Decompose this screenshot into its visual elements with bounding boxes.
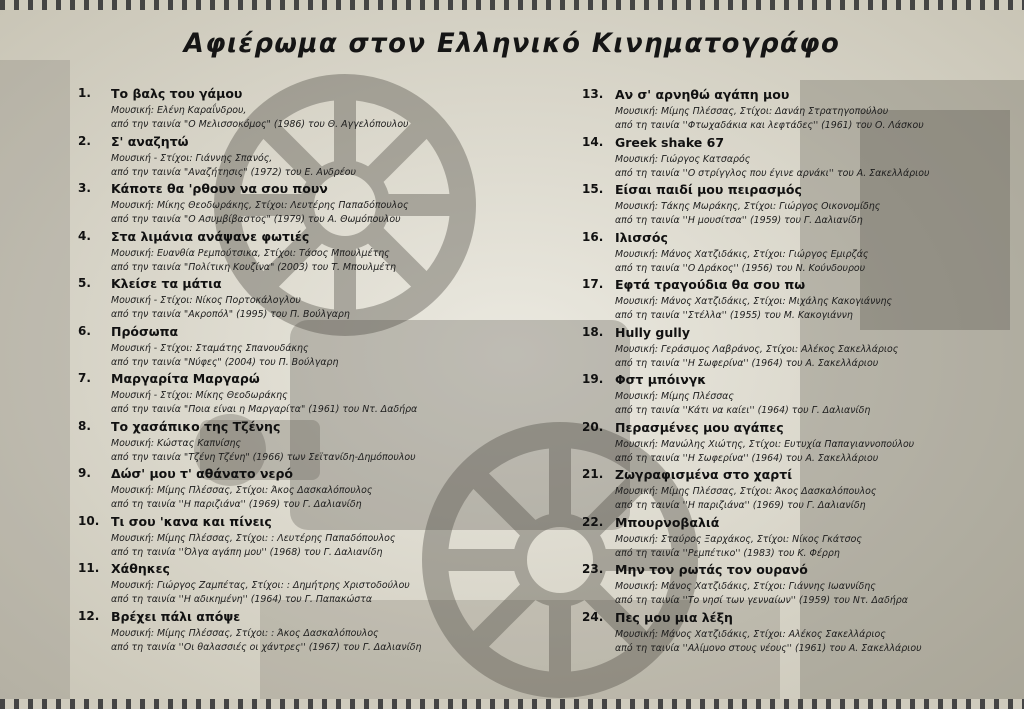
film-line: από τη ταινία ''Η αδικημένη'' (1964) του Γ. Παπακώστα: [111, 594, 373, 605]
song-entry: [78, 324, 538, 372]
song-number: 1.: [78, 86, 91, 100]
song-entry: [78, 134, 538, 182]
song-title: Φστ μπόινγκ: [615, 372, 707, 387]
song-number: 24.: [582, 609, 604, 624]
song-title: Τι σου 'κανα και πίνεις: [111, 513, 272, 529]
credits-line: Μουσική: Μίμης Πλέσσας: [615, 391, 734, 402]
song-title: Μαργαρίτα Μαργαρώ: [111, 371, 260, 386]
song-number: 8.: [78, 418, 91, 433]
film-line: από τη ταινία ''Ο στρίγγλος που έγινε αρνάκι'' του Α. Σακελλάριου: [615, 167, 930, 179]
credits-line: Μουσική - Στίχοι: Γιάννης Σπανός,: [111, 152, 273, 164]
credits-line: Μουσική: Μανώλης Χιώτης, Στίχοι: Ευτυχία Παπαγιαννοπούλου: [615, 438, 915, 450]
film-line: από τη ταινία ''Οι θαλασσιές οι χάντρες'' (1967) του Γ. Δαλιανίδη: [111, 641, 422, 653]
credits-line: Μουσική: Μάνος Χατζιδάκις, Στίχοι: Αλέκος Σακελλάριος: [615, 628, 886, 640]
song-title: Ζωγραφισμένα στο χαρτί: [615, 467, 793, 482]
credits-line: Μουσική: Ευανθία Ρεμπούτσικα, Στίχοι: Τάσος Μπουλμέτης: [111, 247, 390, 259]
song-entry: [582, 515, 1024, 563]
song-title: Πρόσωπα: [111, 323, 179, 339]
song-title: Μην τον ρωτάς τον ουρανό: [615, 562, 808, 577]
song-number: 6.: [78, 323, 91, 338]
credits-line: Μουσική: Γιώργος Κατσαρός: [615, 153, 751, 165]
credits-line: Μουσική - Στίχοι: Νίκος Πορτοκάλογλου: [111, 295, 301, 306]
film-line: από τη ταινία ''Στέλλα'' (1955) του Μ. Κακογιάννη: [615, 310, 853, 321]
film-line: από τη ταινία ''Η Σωφερίνα'' (1964) του Α. Σακελλάριου: [615, 452, 879, 464]
song-entry: [582, 420, 1024, 468]
film-line: από τη ταινία ''Όλγα αγάπη μου'' (1968) του Γ. Δαλιανίδη: [111, 546, 383, 558]
credits-line: Μουσική: Μίμης Πλέσσας, Στίχοι: Δανάη Στρατηγοπούλου: [615, 106, 889, 117]
song-title: Σ' αναζητώ: [111, 133, 189, 149]
credits-line: Μουσική: Τάκης Μωράκης, Στίχοι: Γιώργος Οικονομίδης: [615, 201, 881, 212]
song-title: Μπουρνοβαλιά: [615, 514, 720, 530]
song-list-left: [78, 86, 538, 656]
film-line: από τη ταινία ''Η παριζιάνα'' (1969) του Γ. Δαλιανίδη: [615, 500, 866, 511]
song-list-right: [582, 87, 1024, 657]
song-entry: [78, 466, 538, 514]
song-number: 10.: [78, 513, 100, 528]
song-title: Hully gully: [615, 324, 690, 340]
film-line: από τη ταινία ''Φτωχαδάκια και λεφτάδες'' (1961) του Ο. Λάσκου: [615, 120, 924, 131]
film-line: από την ταινία "Ο Ασυμβίβαστος" (1979) του Α. Θωμόπουλου: [111, 214, 401, 225]
song-number: 16.: [582, 229, 604, 244]
song-number: 4.: [78, 228, 91, 243]
credits-line: Μουσική: Μίμης Πλέσσας, Στίχοι: Άκος Δασκαλόπουλος: [615, 486, 877, 497]
song-title: Δώσ' μου τ' αθάνατο νερό: [111, 466, 293, 481]
film-line: από τη ταινία ''Αλίμονο στους νέους'' (1961) του Α. Σακελλάριου: [615, 642, 922, 654]
song-number: 18.: [582, 324, 604, 339]
song-number: 15.: [582, 182, 604, 196]
song-entry: [78, 371, 538, 419]
credits-line: Μουσική: Μίμης Πλέσσας, Στίχοι: Άκος Δασκαλόπουλος: [111, 485, 373, 496]
song-entry: [78, 86, 538, 134]
film-strip-bottom: [0, 699, 1024, 709]
film-line: από την ταινία "Νύφες" (2004) του Π. Βούλγαρη: [111, 356, 339, 368]
film-line: από την ταινία "Ακροπόλ" (1995) του Π. Βούλγαρη: [111, 309, 350, 320]
song-number: 21.: [582, 467, 604, 481]
film-line: από τη ταινία ''Το νησί των γενναίων'' (1959) του Ντ. Δαδήρα: [615, 595, 908, 606]
song-number: 7.: [78, 371, 91, 385]
film-line: από την ταινία "Πολίτικη Κουζίνα" (2003) του Τ. Μπουλμέτη: [111, 261, 396, 273]
film-line: από τη ταινία ''Η μουσίτσα'' (1959) του Γ. Δαλιανίδη: [615, 215, 863, 226]
song-entry: [582, 325, 1024, 373]
film-line: από τη ταινία ''Ρεμπέτικο'' (1983) του Κ. Φέρρη: [615, 547, 840, 559]
song-number: 9.: [78, 466, 91, 480]
song-number: 12.: [78, 608, 100, 623]
credits-line: Μουσική: Μίκης Θεοδωράκης, Στίχοι: Λευτέρης Παπαδόπουλος: [111, 200, 409, 211]
film-line: από την ταινία "Ποια είναι η Μαργαρίτα" (1961) του Ντ. Δαδήρα: [111, 404, 418, 415]
page-title: Αφιέρωμα στον Ελληνικό Κινηματογράφο: [183, 28, 841, 59]
song-number: 5.: [78, 276, 91, 290]
song-title: Το χασάπικο της Τζένης: [111, 418, 281, 434]
song-entry: [582, 182, 1024, 230]
song-entry: [582, 610, 1024, 658]
film-line: από την ταινία "Ο Μελισσοκόμος" (1986) του Θ. Αγγελόπουλου: [111, 119, 409, 130]
song-entry: [78, 229, 538, 277]
song-number: 3.: [78, 181, 91, 195]
song-title: Κλείσε τα μάτια: [111, 276, 222, 291]
song-number: 19.: [582, 372, 604, 386]
song-entry: [78, 419, 538, 467]
song-entry: [582, 562, 1024, 610]
credits-line: Μουσική: Κώστας Καπνίσης: [111, 437, 241, 449]
credits-line: Μουσική - Στίχοι: Μίκης Θεοδωράκης: [111, 390, 288, 401]
song-entry: [582, 467, 1024, 515]
song-entry: [582, 372, 1024, 420]
film-line: από την ταινία "Αναζήτησις" (1972) του Ε. Ανδρέου: [111, 166, 356, 178]
song-entry: [78, 561, 538, 609]
song-entry: [582, 230, 1024, 278]
song-entry: [582, 135, 1024, 183]
song-number: 23.: [582, 562, 604, 576]
song-title: Greek shake 67: [615, 134, 725, 150]
song-title: Αν σ' αρνηθώ αγάπη μου: [615, 87, 790, 102]
song-title: Πες μου μια λέξη: [615, 609, 733, 625]
film-strip-top: [0, 0, 1024, 10]
credits-line: Μουσική: Σταύρος Ξαρχάκος, Στίχοι: Νίκος Γκάτσος: [615, 533, 862, 545]
film-line: από την ταινία "Τζένη Τζένη" (1966) των Σεϊτανίδη-Δημόπουλου: [111, 451, 416, 463]
song-title: Βρέχει πάλι απόψε: [111, 608, 241, 624]
credits-line: Μουσική - Στίχοι: Σταμάτης Σπανουδάκης: [111, 342, 309, 354]
song-entry: [78, 181, 538, 229]
song-entry: [78, 609, 538, 657]
credits-line: Μουσική: Μίμης Πλέσσας, Στίχοι: : Άκος Δασκαλόπουλος: [111, 627, 379, 639]
film-line: από τη ταινία ''Η παριζιάνα'' (1969) του Γ. Δαλιανίδη: [111, 499, 362, 510]
credits-line: Μουσική: Ελένη Καραΐνδρου,: [111, 105, 247, 116]
song-entry: [78, 276, 538, 324]
credits-line: Μουσική: Μάνος Χατζιδάκις, Στίχοι: Γιώργος Εμιρζάς: [615, 248, 869, 260]
song-number: 17.: [582, 277, 604, 291]
credits-line: Μουσική: Γεράσιμος Λαβράνος, Στίχοι: Αλέκος Σακελλάριος: [615, 343, 899, 355]
song-title: Είσαι παιδί μου πειρασμός: [615, 182, 802, 197]
credits-line: Μουσική: Μάνος Χατζιδάκις, Στίχοι: Μιχάλης Κακογιάννης: [615, 296, 892, 307]
song-number: 13.: [582, 87, 604, 101]
credits-line: Μουσική: Γιώργος Ζαμπέτας, Στίχοι: : Δημήτρης Χριστοδούλου: [111, 580, 410, 591]
song-entry: [582, 87, 1024, 135]
song-title: Χάθηκες: [111, 561, 170, 576]
film-line: από τη ταινία ''Ο Δράκος'' (1956) του Ν. Κούνδουρου: [615, 262, 866, 274]
song-number: 14.: [582, 134, 604, 149]
song-title: Κάποτε θα 'ρθουν να σου πουν: [111, 181, 328, 196]
song-entry: [78, 514, 538, 562]
credits-line: Μουσική: Μίμης Πλέσσας, Στίχοι: : Λευτέρης Παπαδόπουλος: [111, 532, 396, 544]
song-number: 2.: [78, 133, 91, 148]
film-line: από τη ταινία ''Κάτι να καίει'' (1964) του Γ. Δαλιανίδη: [615, 405, 871, 416]
song-number: 11.: [78, 561, 100, 575]
credits-line: Μουσική: Μάνος Χατζιδάκις, Στίχοι: Γιάννης Ιωαννίδης: [615, 581, 876, 592]
song-number: 22.: [582, 514, 604, 529]
song-number: 20.: [582, 419, 604, 434]
song-title: Το βαλς του γάμου: [111, 86, 243, 101]
song-title: Ιλισσός: [615, 229, 668, 245]
song-title: Περασμένες μου αγάπες: [615, 419, 784, 435]
film-line: από τη ταινία ''Η Σωφερίνα'' (1964) του Α. Σακελλάριου: [615, 357, 879, 369]
song-entry: [582, 277, 1024, 325]
song-title: Στα λιμάνια ανάψανε φωτιές: [111, 228, 310, 244]
song-title: Εφτά τραγούδια θα σου πω: [615, 277, 806, 292]
